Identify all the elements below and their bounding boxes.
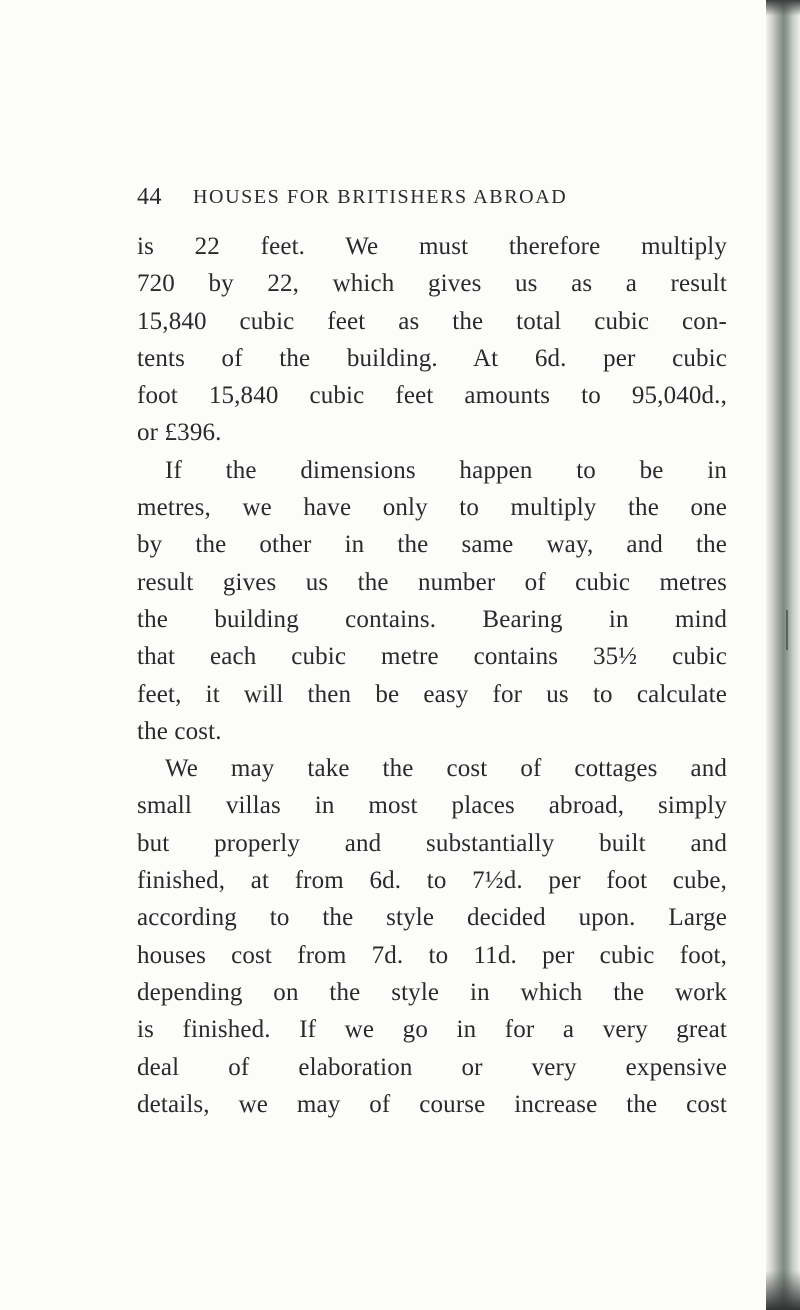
text-line: If the dimensions happen to be in	[165, 456, 727, 484]
text-line: the building contains. Bearing in mind	[137, 605, 727, 633]
text-line: finished, at from 6d. to 7½d. per foot cube,	[137, 867, 727, 895]
text-line: tents of the building. At 6d. per cubic	[137, 344, 727, 372]
text-line: We may take the cost of cottages and	[165, 755, 727, 783]
text-line: 15,840 cubic feet as the total cubic con-	[137, 307, 727, 335]
text-line: metres, we have only to multiply the one	[137, 494, 727, 522]
text-line: foot 15,840 cubic feet amounts to 95,040d.,	[137, 382, 727, 410]
page-number: 44	[137, 184, 162, 210]
edge-dark-bottom	[766, 1270, 800, 1310]
text-line: the cost.	[137, 717, 222, 745]
text-line: small villas in most places abroad, simply	[137, 792, 727, 820]
text-line: depending on the style in which the work	[137, 978, 727, 1006]
edge-dark-top	[766, 0, 800, 16]
text-line: is 22 feet. We must therefore multiply	[137, 233, 727, 260]
text-line: according to the style decided upon. Large	[137, 904, 727, 932]
text-line: result gives us the number of cubic metres	[137, 568, 727, 596]
text-line: deal of elaboration or very expensive	[137, 1053, 727, 1081]
text-line: is finished. If we go in for a very great	[137, 1016, 727, 1044]
text-line: feet, it will then be easy for us to calculate	[137, 680, 727, 708]
page-header	[0, 184, 800, 214]
text-line: houses cost from 7d. to 11d. per cubic foot,	[137, 941, 727, 969]
text-line: but properly and substantially built and	[137, 829, 727, 857]
edge-streak	[786, 610, 788, 650]
text-line: or £396.	[137, 419, 222, 447]
text-line: that each cubic metre contains 35½ cubic	[137, 643, 727, 671]
text-line: by the other in the same way, and the	[137, 531, 727, 559]
body-text	[137, 228, 727, 1123]
text-line: details, we may of course increase the cost	[137, 1090, 727, 1118]
running-head: HOUSES FOR BRITISHERS ABROAD	[193, 186, 568, 208]
text-line: 720 by 22, which gives us as a result	[137, 270, 727, 298]
